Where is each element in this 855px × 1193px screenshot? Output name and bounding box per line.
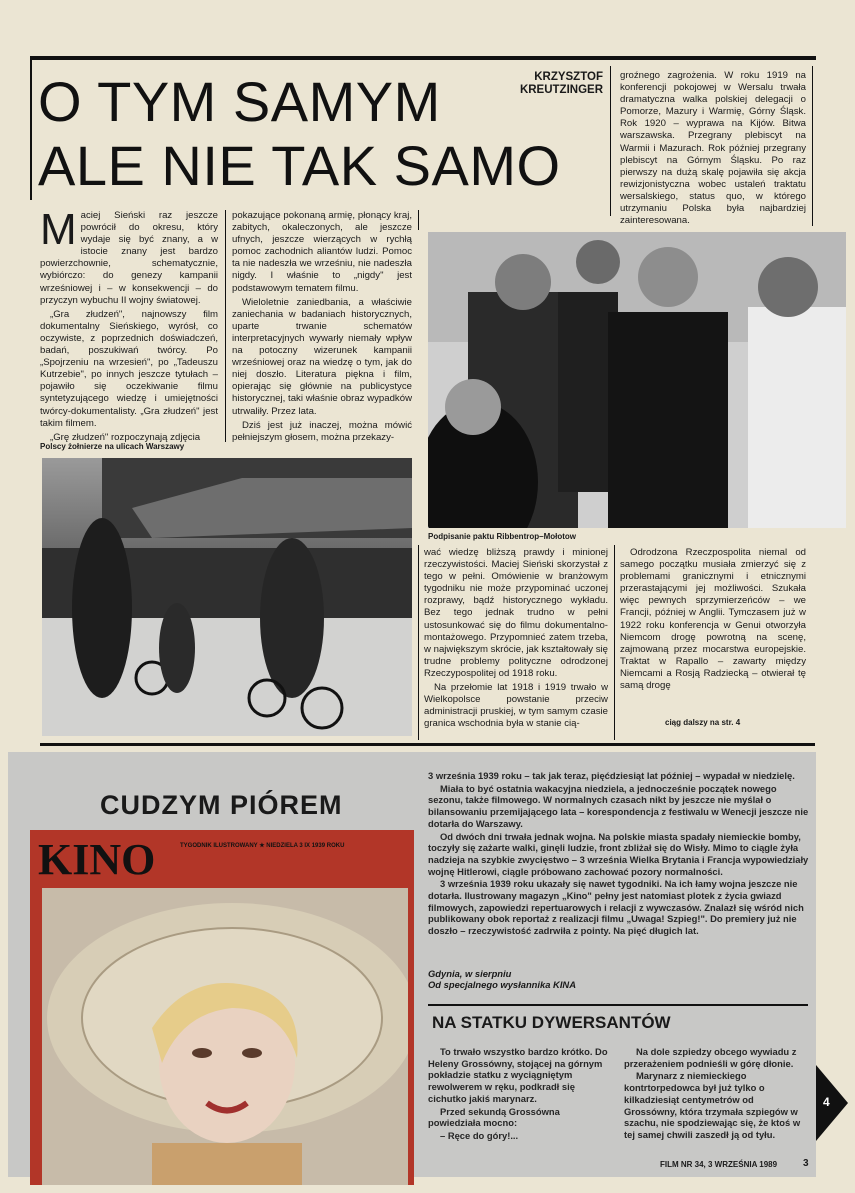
col-divider-3 (418, 545, 419, 740)
kino-tagline: TYGODNIK ILUSTROWANY ★ NIEDZIELA 3 IX 1939 ROKU (180, 843, 345, 849)
article-column-top-right (620, 70, 806, 229)
issue-info: FILM NR 34, 3 WRZEŚNIA 1989 (660, 1160, 778, 1169)
author-first-name: KRZYSZTOF (534, 71, 603, 83)
column-paragraph: „Gra złudzeń", najnowszy film dokumentalny Sieńskiego, wyrósł, co oczywiste, z poprzednich doświadczeń, badań, poszukiwań twórcy. Po „Spojrzeniu na wrzesień", po „Tadeuszu Kutrzebie", po innych jeszcze tytułach – pojawiło się oczekiwanie filmu syntetyzującego wiedzę i umiejętności twórcy-dokumentalisty. „Gra złudzeń" jest takim filmem. (40, 308, 218, 429)
story-paragraph: To trwało wszystko bardzo krótko. Do Heleny Grossówny, stojącej na górnym pokładzie statku z wyciągniętym rewolwerem w ręku, podkradł się cichutko jakiś marynarz. (428, 1046, 608, 1104)
headline (38, 70, 568, 198)
subhead: NA STATKU DYWERSANTÓW (432, 1013, 671, 1032)
story-column-right (624, 1046, 808, 1142)
section-paragraph: 3 września 1939 roku – tak jak teraz, pięćdziesiąt lat później – wypadał w niedzielę. (428, 770, 795, 781)
top-rule (30, 56, 816, 60)
section-divider (40, 743, 815, 746)
article-column-2 (232, 210, 412, 446)
pact-photo-image (428, 232, 846, 528)
actress-portrait (42, 888, 408, 1185)
continued-note: ciąg dalszy na str. 4 (665, 718, 741, 727)
right-edge-rule (812, 66, 813, 226)
section-paragraph: Od dwóch dni trwała jednak wojna. Na polskie miasta spadały niemieckie bomby, toczyły się zażarte walki, ginęli ludzie, front zbliżał się do Wisły. Mimo to ciągle żyła nadzieja na szybkie zwycięstwo – 3 września Wielka Brytania i Francja wypowiedziały wojnę Hitlerowi, ciągle próbowano zachować pozory normalności. (428, 830, 809, 877)
column-paragraph: Na przełomie lat 1918 i 1919 trwało w Wielkopolsce powstanie przeciw administracji pruskiej, w tym samym czasie granica wschodnia była w stanie cią- (424, 682, 608, 730)
section-intro (428, 770, 810, 938)
column-text: groźnego zagrożenia. W roku 1919 na konferencji pokojowej w Wersalu trwała dramatyczna walka polskiej delegacji o Pomorze, Mazury i Warmię, Górny Śląsk. Rok 1920 – wyprawa na Kijów. Bitwa warszawska. Przegrany plebiscyt na Warmii i Mazurach. Rok później przegrany plebiscyt na Górnym Śląsku. Po raz pierwszy na dużą skalę pojawiła się akcja rewizjonistyczna wobec ustaleń traktatu wersalskiego, status quo, w którego utrzymaniu Polska była najbardziej zainteresowana. (620, 70, 806, 227)
author-byline (495, 71, 603, 97)
photo-pact-signing (428, 232, 846, 528)
kino-cover-photo (42, 888, 408, 1185)
section-title: CUDZYM PIÓREM (100, 790, 343, 820)
byline-divider (610, 66, 611, 216)
headline-line-1: O TYM SAMYM (38, 70, 441, 133)
lead-paragraph (40, 205, 218, 307)
col-divider-4 (614, 545, 615, 740)
lead-text: aciej Sieński raz jeszcze powrócił do okresu, który wydaje się być znany, a w istocie znany jest bardzo powierzchownie, schematycznie, wybiórczo: do genezy kampanii wrześniowej i – w konsekwencji – do przyczyn wybuchu II wojny światowej. (40, 210, 218, 306)
drop-cap: M (40, 205, 77, 254)
story-paragraph: – Ręce do góry!... (440, 1129, 519, 1141)
article-column-3 (424, 547, 608, 732)
column-paragraph: wać wiedzę bliższą prawdy i minionej rzeczywistości. Maciej Sieński skorzystał z tego w pełni. Omówienie w branżowym tygodniku nie może przypominać uczonej rozprawy, bądź historycznego wykładu. Bez tego jednak trudno w pełni ustosunkować się do filmu dokumentalno-montażowego. Przypomnieć zatem trzeba, w największym skrócie, jak kształtowały się trudne problemy polityczne odrodzonej Rzeczypospolitej od 1918 roku. (424, 547, 608, 679)
column-paragraph: pokazujące pokonaną armię, płonący kraj, zabitych, okaleczonych, ale jeszcze ufnych, jeszcze wierzących w rychłą pomoc zachodnich aliantów ludzi. Pomoc ta nie nadeszła we wrześniu, nie nadeszła nigdy. I właśnie to „nigdy" jest podstawowym tematem filmu. (232, 210, 412, 294)
column-paragraph: Wieloletnie zaniedbania, a właściwie zaniechania w badaniach historycznych, uparte trwanie schematów interpretacyjnych wywarły niemały wpływ na potoczny wizerunek kampanii wrześniowej oraz na wiedzę o tym, jak do niej doszło. Literatura piękna i film, opierając się głównie na publicystyce historycznej, taki właśnie obraz wypadków utrwaliły. Przez lata. (232, 296, 412, 417)
photo-soldiers-warsaw (42, 458, 412, 736)
kino-logo: KINO (38, 835, 156, 884)
column-paragraph: Odrodzona Rzeczpospolita niemal od samego początku musiała zmierzyć się z problemami granicznymi i etnicznymi przerastającymi jej możliwości. Szukała więc pewnych sprzymierzeńców – we Francji, później w Anglii. Tymczasem już w 1922 roku konferencja w Genui otworzyła Niemcom drogę powrotną na scenę, zajmowaną przez mocarstwa europejskie. Traktat w Rapallo – zawarty między Niemcami a Rosją Radziecką – otwierał tę samą drogę (620, 547, 806, 692)
soldiers-photo-image (42, 458, 412, 736)
dateline (428, 968, 576, 990)
story-column-left (428, 1046, 614, 1143)
story-paragraph: Marynarz z niemieckiego kontrtorpedowca był już tylko o kilkadziesiąt centymetrów od Grossówny, która trzymała szpiegów w szachu, nie spodziewając się, że ktoś w tej samej chwili zaszedł ją od tyłu. (624, 1070, 801, 1140)
section-paragraph: 3 września 1939 roku ukazały się nawet tygodniki. Na ich łamy wojna jeszcze nie dotarła. Ilustrowany magazyn „Kino" pełny jest natomiast plotek z życia gwiazd filmowych, zapowiedzi repertuarowych i relacji z wywczasów. Znalazł się wśród nich publikowany obok reportaż z realizacji filmu „Uwaga! Szpieg!". Do premiery już nie doszło – rzeczywistość zadrwiła z pointy. Na pięć długich lat. (428, 878, 804, 937)
story-paragraph: Na dole szpiedzy obcego wywiadu z przerażeniem podnieśli w górę dłonie. (624, 1046, 797, 1069)
kino-magazine-cover (30, 830, 414, 1185)
page-tab-number: 4 (823, 1095, 830, 1109)
story-paragraph: Przed sekundą Grossówna powiedziała mocno: (428, 1105, 560, 1129)
article-column-1 (40, 205, 218, 446)
section-paragraph: Miała to być ostatnia wakacyjna niedziela, a jednocześnie początek nowego sezonu, także filmowego. W normalnych czasach nikt by jeszcze nie myślał o bilansowaniu przemijającego lata – korespondencja z festiwalu w Wenecji jeszcze nie dotarła do Warszawy. (428, 782, 809, 829)
author-last-name: KREUTZINGER (519, 84, 603, 96)
dateline-from: Od specjalnego wysłannika KINA (428, 979, 576, 990)
col-divider-2 (418, 210, 419, 230)
headline-line-2: ALE NIE TAK SAMO (38, 134, 561, 197)
photo-caption-left: Polscy żołnierze na ulicach Warszawy (40, 442, 185, 451)
column-paragraph: Dziś jest już inaczej, można mówić pełniejszym głosem, można przekazy- (232, 419, 412, 443)
photo-caption-right: Podpisanie paktu Ribbentrop–Mołotow (428, 532, 576, 541)
subhead-rule (428, 1004, 808, 1006)
dateline-place: Gdynia, w sierpniu (428, 968, 512, 979)
page-number: 3 (803, 1158, 809, 1169)
col-divider-1 (225, 210, 226, 442)
article-column-4 (620, 547, 806, 694)
column-paragraph: „Grę złudzeń" rozpoczynają zdjęcia (50, 431, 201, 443)
left-rule (30, 60, 32, 200)
page-tab-arrow (816, 1065, 848, 1141)
